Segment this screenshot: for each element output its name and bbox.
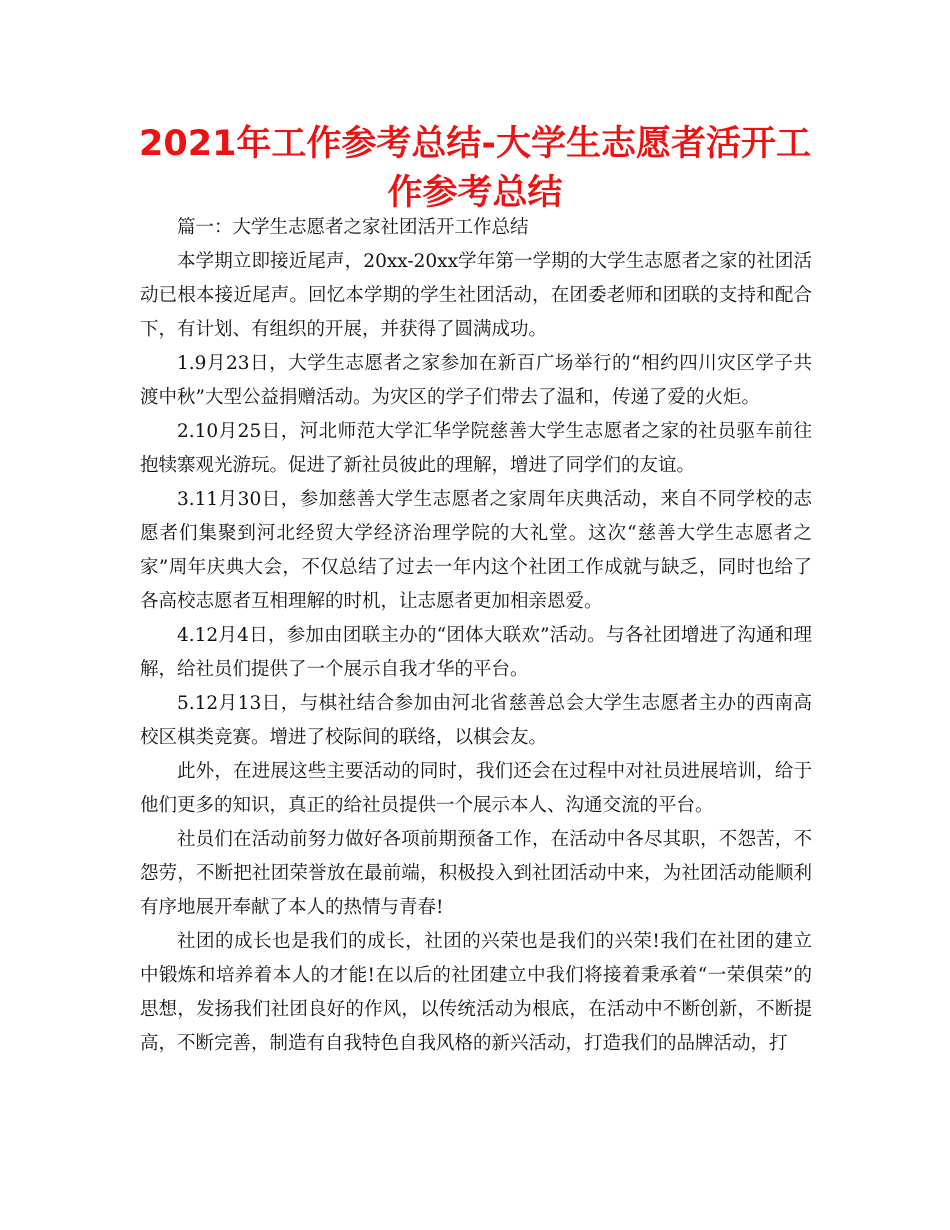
paragraph-members: 社员们在活动前努力做好各项前期预备工作，在活动中各尽其职，不怨苦，不怨劳，不断把社团荣誉放在最前端，积极投入到社团活动中来，为社团活动能顺利有序地展开奉献了本人的热情与青春! (140, 829, 812, 918)
paragraph-item-3: 3.11月30日，参加慈善大学生志愿者之家周年庆典活动，来自不同学校的志愿者们集聚到河北经贸大学经济治理学院的大礼堂。这次“慈善大学生志愿者之家”周年庆典大会，不仅总结了过去一年内这个社团工作成就与缺乏，同时也给了各高校志愿者互相理解的时机，让志愿者更加相亲恩爱。 (140, 489, 812, 612)
document-body (140, 211, 812, 1061)
paragraph-intro: 本学期立即接近尾声，20xx-20xx学年第一学期的大学生志愿者之家的社团活动已根本接近尾声。回忆本学期的学生社团活动，在团委老师和团联的支持和配合下，有计划、有组织的开展，并获得了圆满成功。 (140, 251, 812, 340)
paragraph-training: 此外，在进展这些主要活动的同时，我们还会在过程中对社员进展培训，给于他们更多的知识，真正的给社员提供一个展示本人、沟通交流的平台。 (140, 761, 812, 816)
document-title: 2021年工作参考总结-大学生志愿者活开工作参考总结 (139, 124, 811, 213)
paragraph-item-5: 5.12月13日，与棋社结合参加由河北省慈善总会大学生志愿者主办的西南高校区棋类竞赛。增进了校际间的联络，以棋会友。 (140, 693, 812, 748)
paragraph-item-1: 1.9月23日，大学生志愿者之家参加在新百广场举行的“相约四川灾区学子共渡中秋”大型公益捐赠活动。为灾区的学子们带去了温和，传递了爱的火炬。 (140, 353, 812, 408)
paragraph-item-4: 4.12月4日，参加由团联主办的“团体大联欢”活动。与各社团增进了沟通和理解，给社员们提供了一个展示自我才华的平台。 (140, 625, 812, 680)
paragraph-growth: 社团的成长也是我们的成长，社团的兴荣也是我们的兴荣!我们在社团的建立中锻炼和培养着本人的才能!在以后的社团建立中我们将接着秉承着“一荣俱荣”的思想，发扬我们社团良好的作风，以传统活动为根底，在活动中不断创新，不断提高，不断完善，制造有自我特色自我风格的新兴活动，打造我们的品牌活动，打 (140, 931, 812, 1054)
paragraph-section-heading: 篇一：大学生志愿者之家社团活开工作总结 (177, 217, 529, 238)
paragraph-item-2: 2.10月25日，河北师范大学汇华学院慈善大学生志愿者之家的社员驱车前往抱犊寨观光游玩。促进了新社员彼此的理解，增进了同学们的友谊。 (140, 421, 812, 476)
